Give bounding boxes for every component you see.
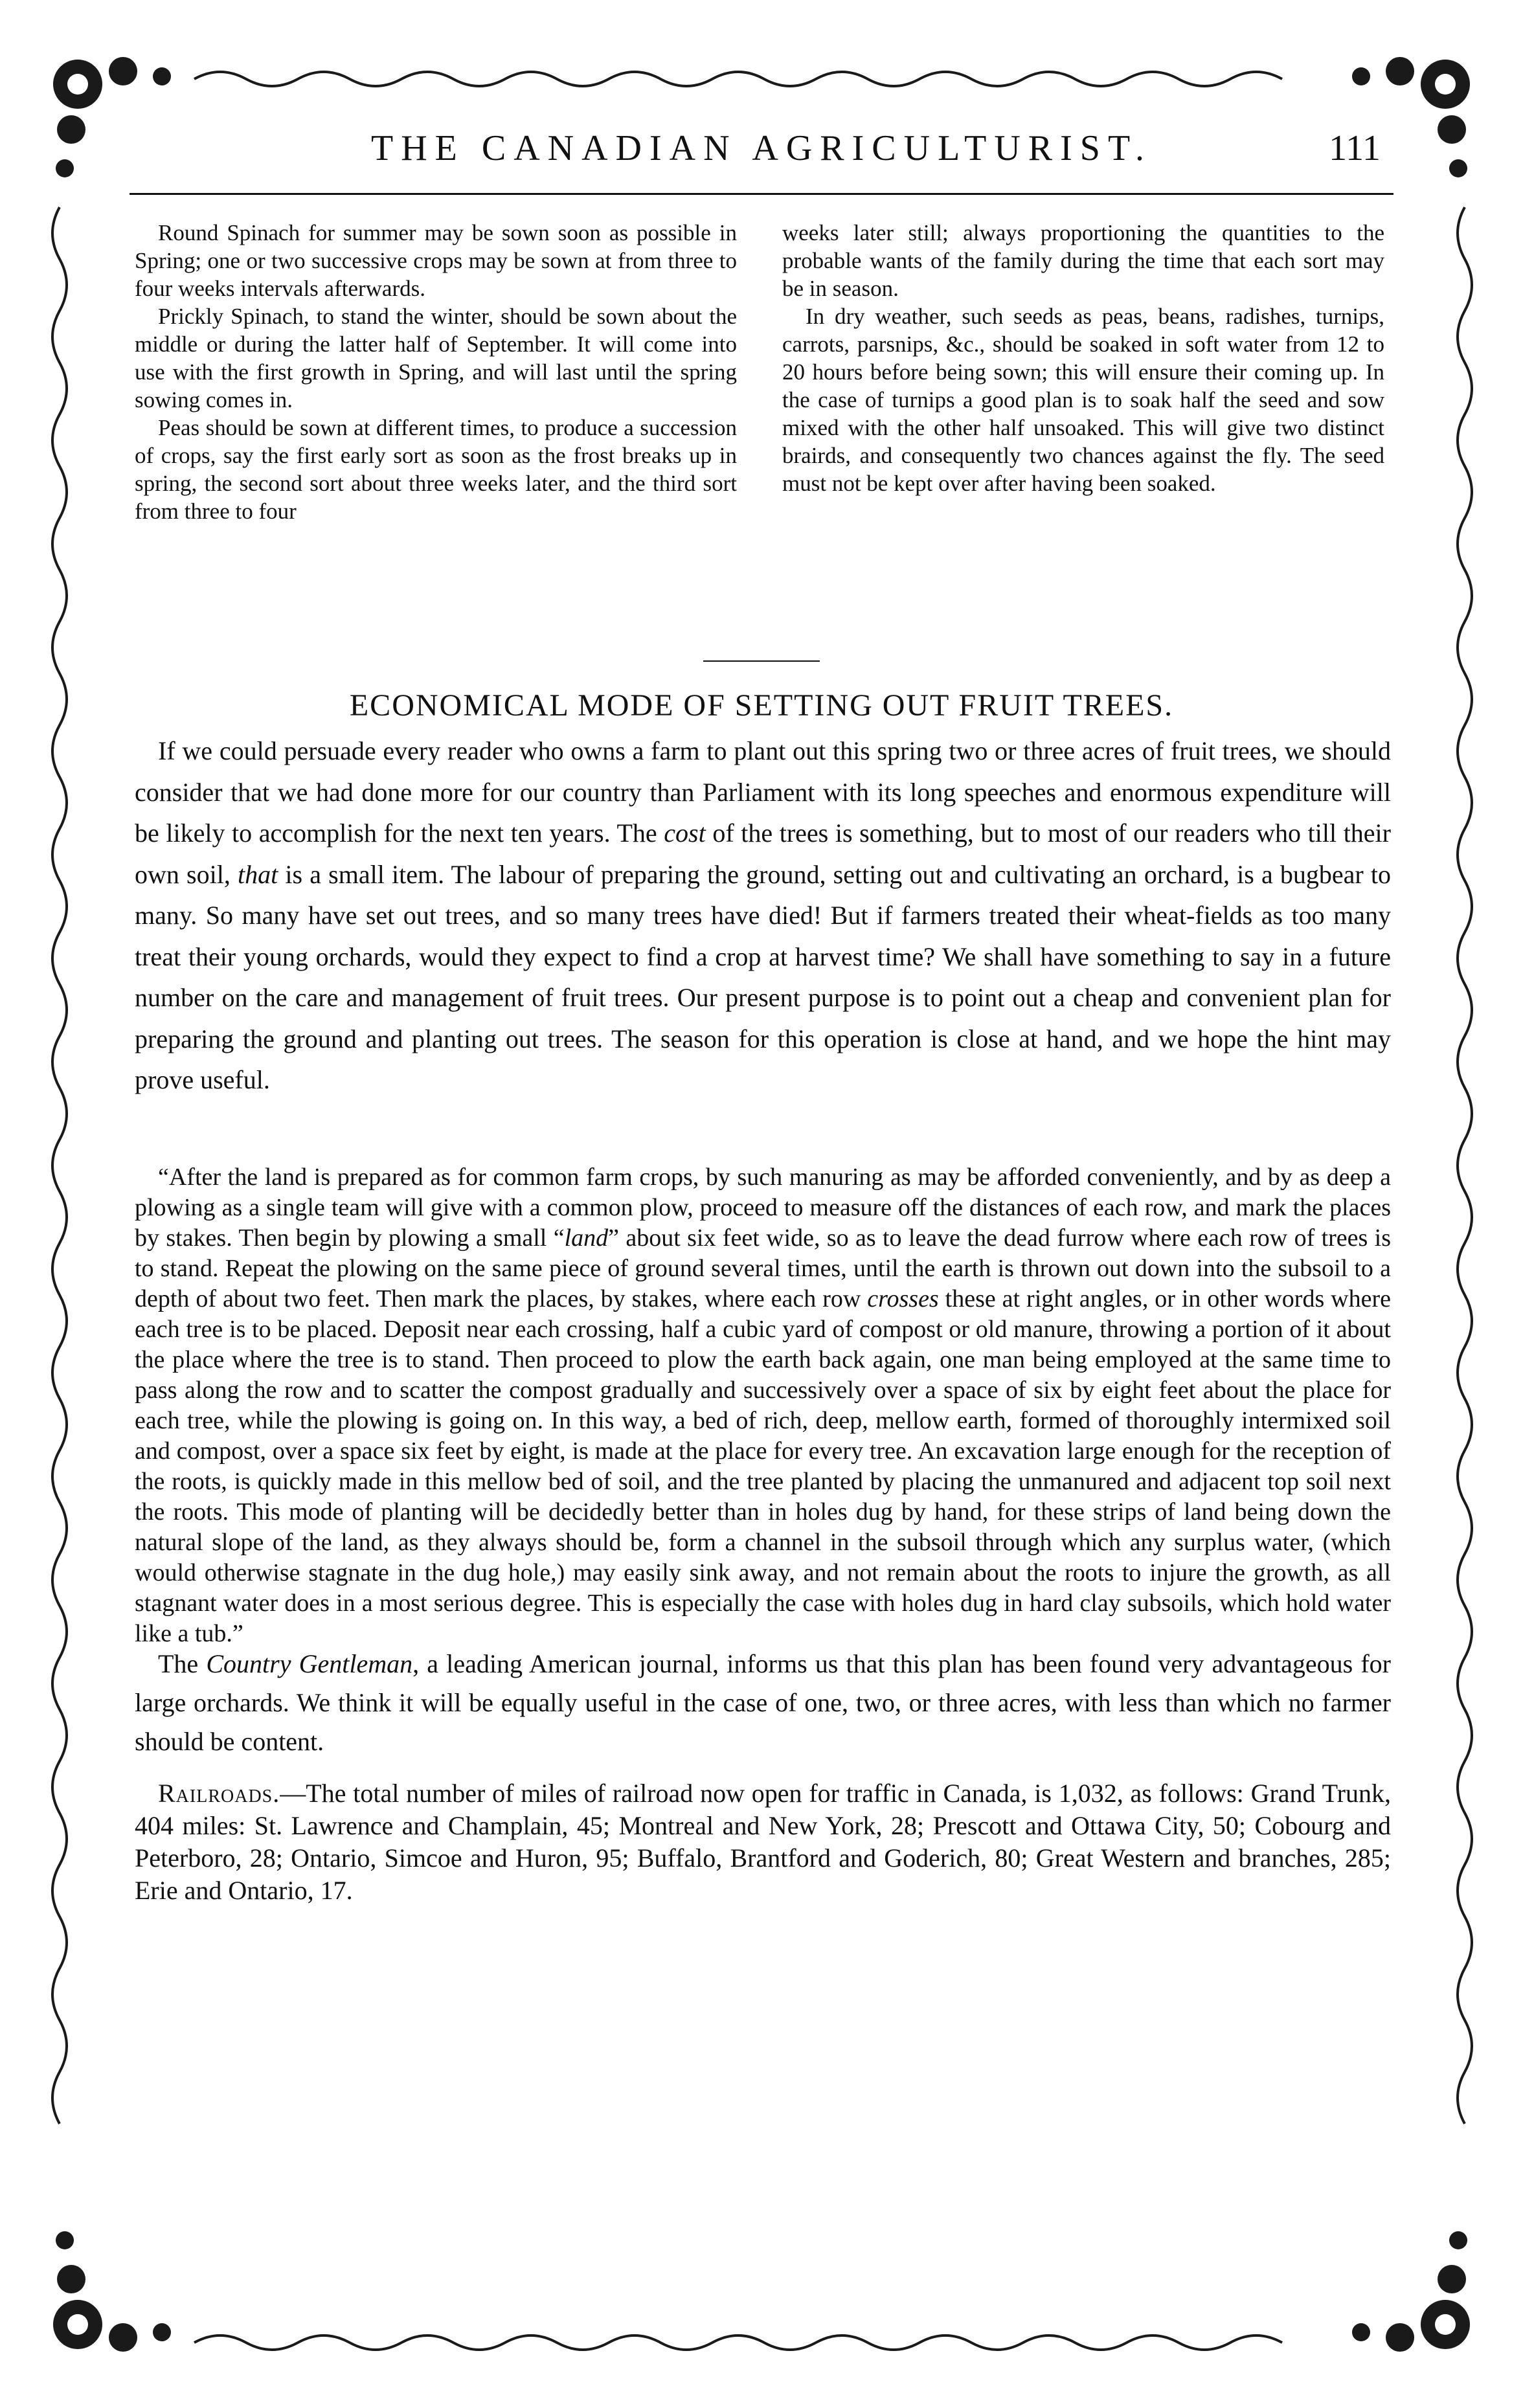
page-number: 111 [1329,128,1381,168]
article-quote [135,1162,1391,1649]
railroads-note [135,1777,1391,1907]
intro-paragraph: If we could persuade every reader who owns a farm to plant out this spring two or three acres of fruit trees, we should consider that we had done more for our country than Parliament with its long speeches and enormous expenditure will be likely to accomplish for the next ten years. The cost of the trees is something, but to most of our readers who till their own soil, that is a small item. The labour of preparing the ground, setting out and cultivating an orchard, is a bugbear to many. So many have set out trees, and so many trees have died! But if farmers treated their wheat-fields as too many treat their young orchards, would they expect to find a crop at harvest time? We shall have something to say in a future number on the care and management of fruit trees. Our present purpose is to point out a cheap and convenient plan for preparing the ground and planting out trees. The season for this operation is close at hand, and we hope the hint may prove useful. [135,736,1391,1094]
corner-ornament-bottom-left [53,2231,171,2352]
article-closing [135,1645,1391,1761]
corner-ornament-bottom-right [1352,2231,1470,2352]
paragraph-prickly-spinach: Prickly Spinach, to stand the winter, should be sown about the middle or during the latter half of September. It will come into use with the first growth in Spring, and will last until the spring sowing comes in. [135,304,737,412]
left-column [135,219,737,525]
right-column [782,219,1384,497]
header-rule [130,193,1393,195]
paragraph-round-spinach: Round Spinach for summer may be sown soon as possible in Spring; one or two successive crops may be sown at from three to four weeks intervals afterwards. [135,220,737,301]
two-column-section [135,219,1391,659]
section-divider [703,660,820,662]
closing-paragraph: The Country Gentleman, a leading American journal, informs us that this plan has been found very advantageous for large orchards. We think it will be equally useful in the case of one, two, or three acres, with less than which no farmer should be content. [135,1649,1392,1756]
article-intro [135,730,1391,1101]
paragraph-peas-continued: weeks later still; always proportioning the quantities to the probable wants of the family during the time that each sort may be in season. [782,220,1384,301]
railroads-lead: Railroads. [158,1779,280,1808]
article-title: ECONOMICAL MODE OF SETTING OUT FRUIT TREES. [349,688,1174,723]
paragraph-peas: Peas should be sown at different times, to produce a succession of crops, say the first early sort as soon as the frost breaks up in spring, the second sort about three weeks later, and the third sort from three to four [135,415,737,524]
paragraph-soaking-seeds: In dry weather, such seeds as peas, beans, radishes, turnips, carrots, parsnips, &c., should be soaked in soft water from 12 to 20 hours before being sown; this will ensure their coming up. In the case of turnips a good plan is to soak half the seed and sow mixed with the other half unsoaked. This will give two distinct brairds, and consequently two chances against the fly. The seed must not be kept over after having been soaked. [782,304,1384,496]
running-title: THE CANADIAN AGRICULTURIST. [371,128,1152,168]
quote-paragraph: “After the land is prepared as for common farm crops, by such manuring as may be afforded conveniently, and by as deep a plowing as a single team will give with a common plow, proceed to measure off the distances of each row, and mark the places by stakes. Then begin by plowing a small “land” about six feet wide, so as to leave the dead furrow where each row of trees is to stand. Repeat the plowing on the same piece of ground several times, until the earth is thrown out down into the subsoil to a depth of about two feet. Then mark the places, by stakes, where each row crosses these at right angles, or in other words where each tree is to be placed. Deposit near each crossing, half a cubic yard of compost or old manure, throwing a portion of it about the place where the tree is to stand. Then proceed to plow the earth back again, one man being employed at the same time to pass along the row and to scatter the compost gradually and successively over a space of six by eight feet about the place for each tree, while the plowing is going on. In this way, a bed of rich, deep, mellow earth, formed of thoroughly intermixed soil and compost, over a space six feet by eight, is made at the place for every tree. An excavation large enough for the reception of the roots, is quickly made in this mellow bed of soil, and the tree planted by placing the unmanured and adjacent top soil next the roots. This mode of planting will be decidedly better than in holes dug by hand, for these strips of land being down the natural slope of the land, as they always should be, form a channel in the subsoil through which any surplus water, (which would otherwise stagnate in the dug hole,) may easily sink away, and not remain about the roots to injure the growth, as all stagnant water does in a most serious degree. This is especially the case with holes dug in hard clay subsoils, which hold water like a tub.” [135,1164,1391,1647]
railroads-paragraph: Railroads.—The total number of miles of railroad now open for traffic in Canada, is 1,032, as follows: Grand Trunk, 404 miles: St. Lawrence and Champlain, 45; Montreal and New York, 28; Prescott and Ottawa City, 50; Cobourg and Peterboro, 28; Ontario, Simcoe and Huron, 95; Buffalo, Brantford and Goderich, 80; Great Western and branches, 285; Erie and Ontario, 17. [135,1779,1391,1905]
page-header [130,119,1393,177]
